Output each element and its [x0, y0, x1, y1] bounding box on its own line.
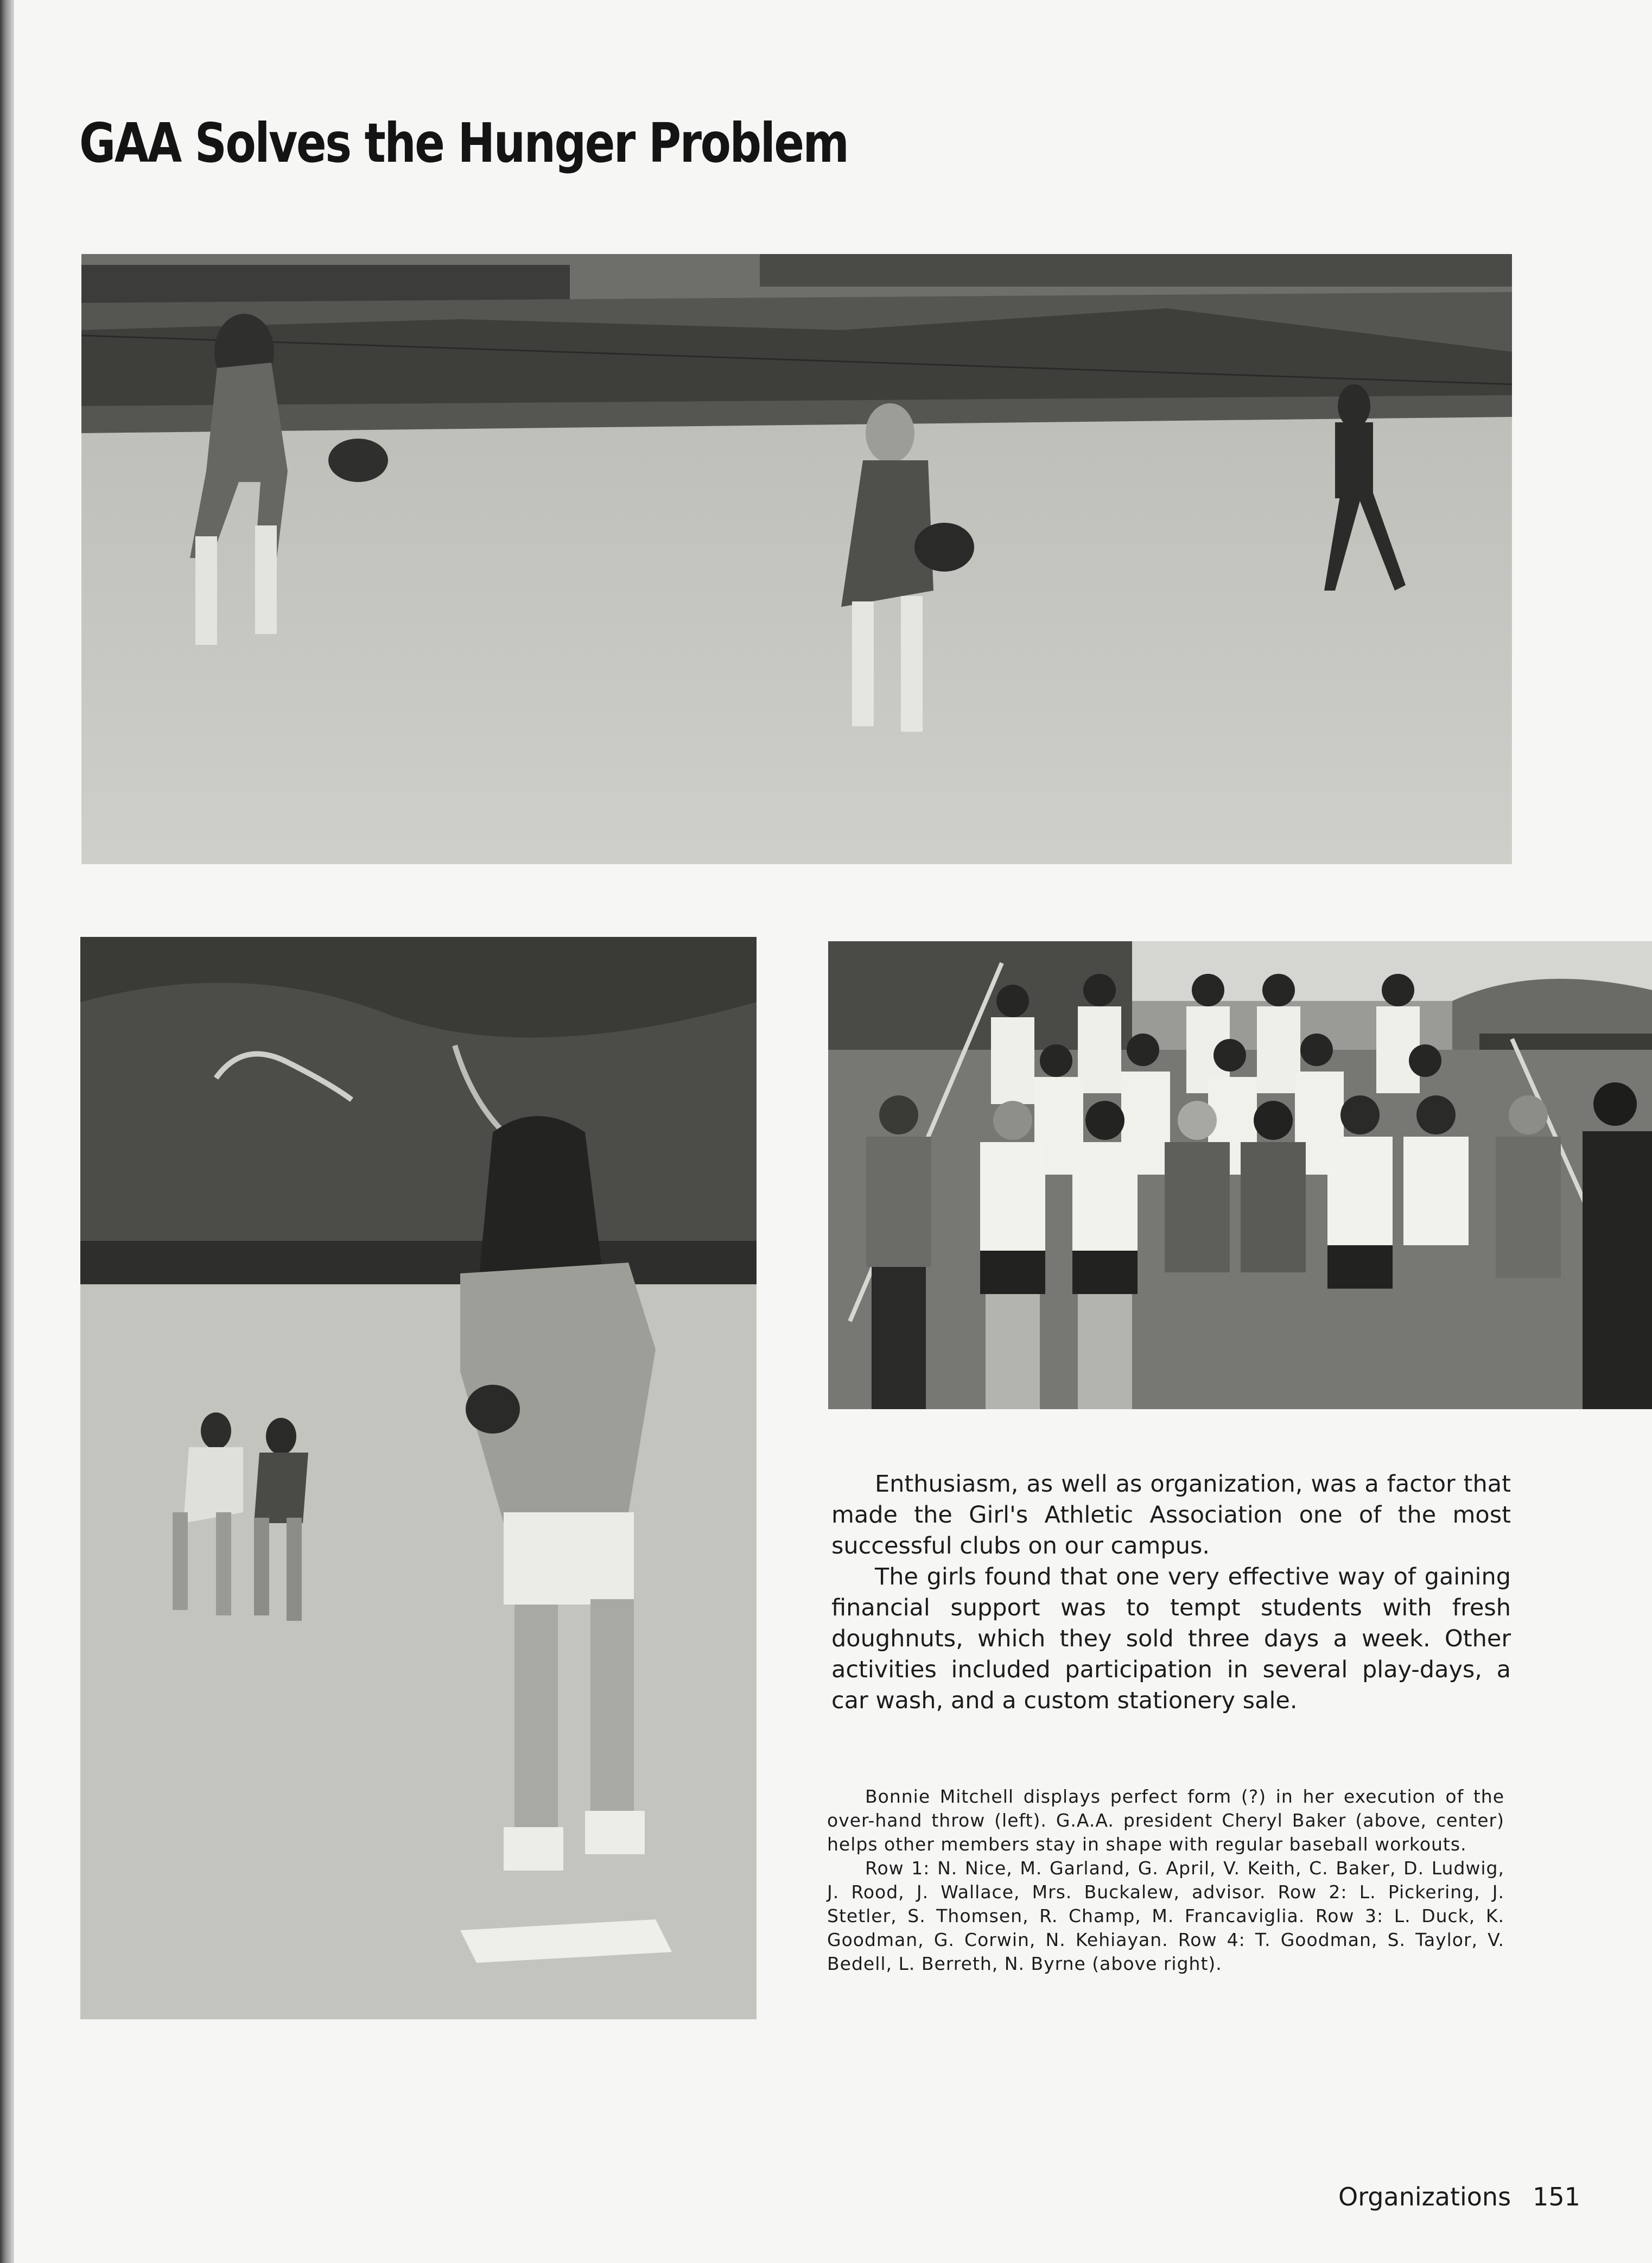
- body-paragraph: Enthusiasm, as well as organization, was a factor that made the Girl's Athletic Association one of the most successful clubs on our campus.: [831, 1470, 1511, 1560]
- photo-overhand-throw: [80, 937, 757, 2019]
- section-label: Organizations: [1338, 2182, 1511, 2211]
- page-title: GAA Solves the Hunger Problem: [79, 111, 848, 175]
- page-number: 151: [1533, 2182, 1580, 2211]
- caption-roster: Row 1: N. Nice, M. Garland, G. April, V. Keith, C. Baker, D. Ludwig, J. Rood, J. Wallace, Mrs. Buckalew, advisor. Row 2: L. Pickering, J. Stetler, S. Thomsen, R. Champ, M. Francaviglia. Row 3: L. Duck, K. Goodman, G. Corwin, N. Kehiayan. Row 4: T. Goodman, S. Taylor, V. Bedell, L. Berreth, N. Byrne (above right).: [827, 1858, 1504, 1974]
- page-footer: [1338, 2182, 1580, 2211]
- photo-gaa-group-portrait: [828, 941, 1652, 1409]
- body-paragraph: The girls found that one very effective way of gaining financial support was to tempt students with fresh doughnuts, which they sold three days a week. Other activities included participation in several play-days, a car wash, and a custom stationery sale.: [831, 1563, 1511, 1714]
- caption-paragraph: Bonnie Mitchell displays perfect form (?) in her execution of the over-hand throw (left). G.A.A. president Cheryl Baker (above, center) helps other members stay in shape with regular baseball workouts.: [827, 1786, 1504, 1855]
- page-binding-edge: [0, 0, 14, 2263]
- photo-softball-practice: [81, 254, 1512, 864]
- article-body: [831, 1469, 1511, 1716]
- photo-caption: [827, 1785, 1504, 1976]
